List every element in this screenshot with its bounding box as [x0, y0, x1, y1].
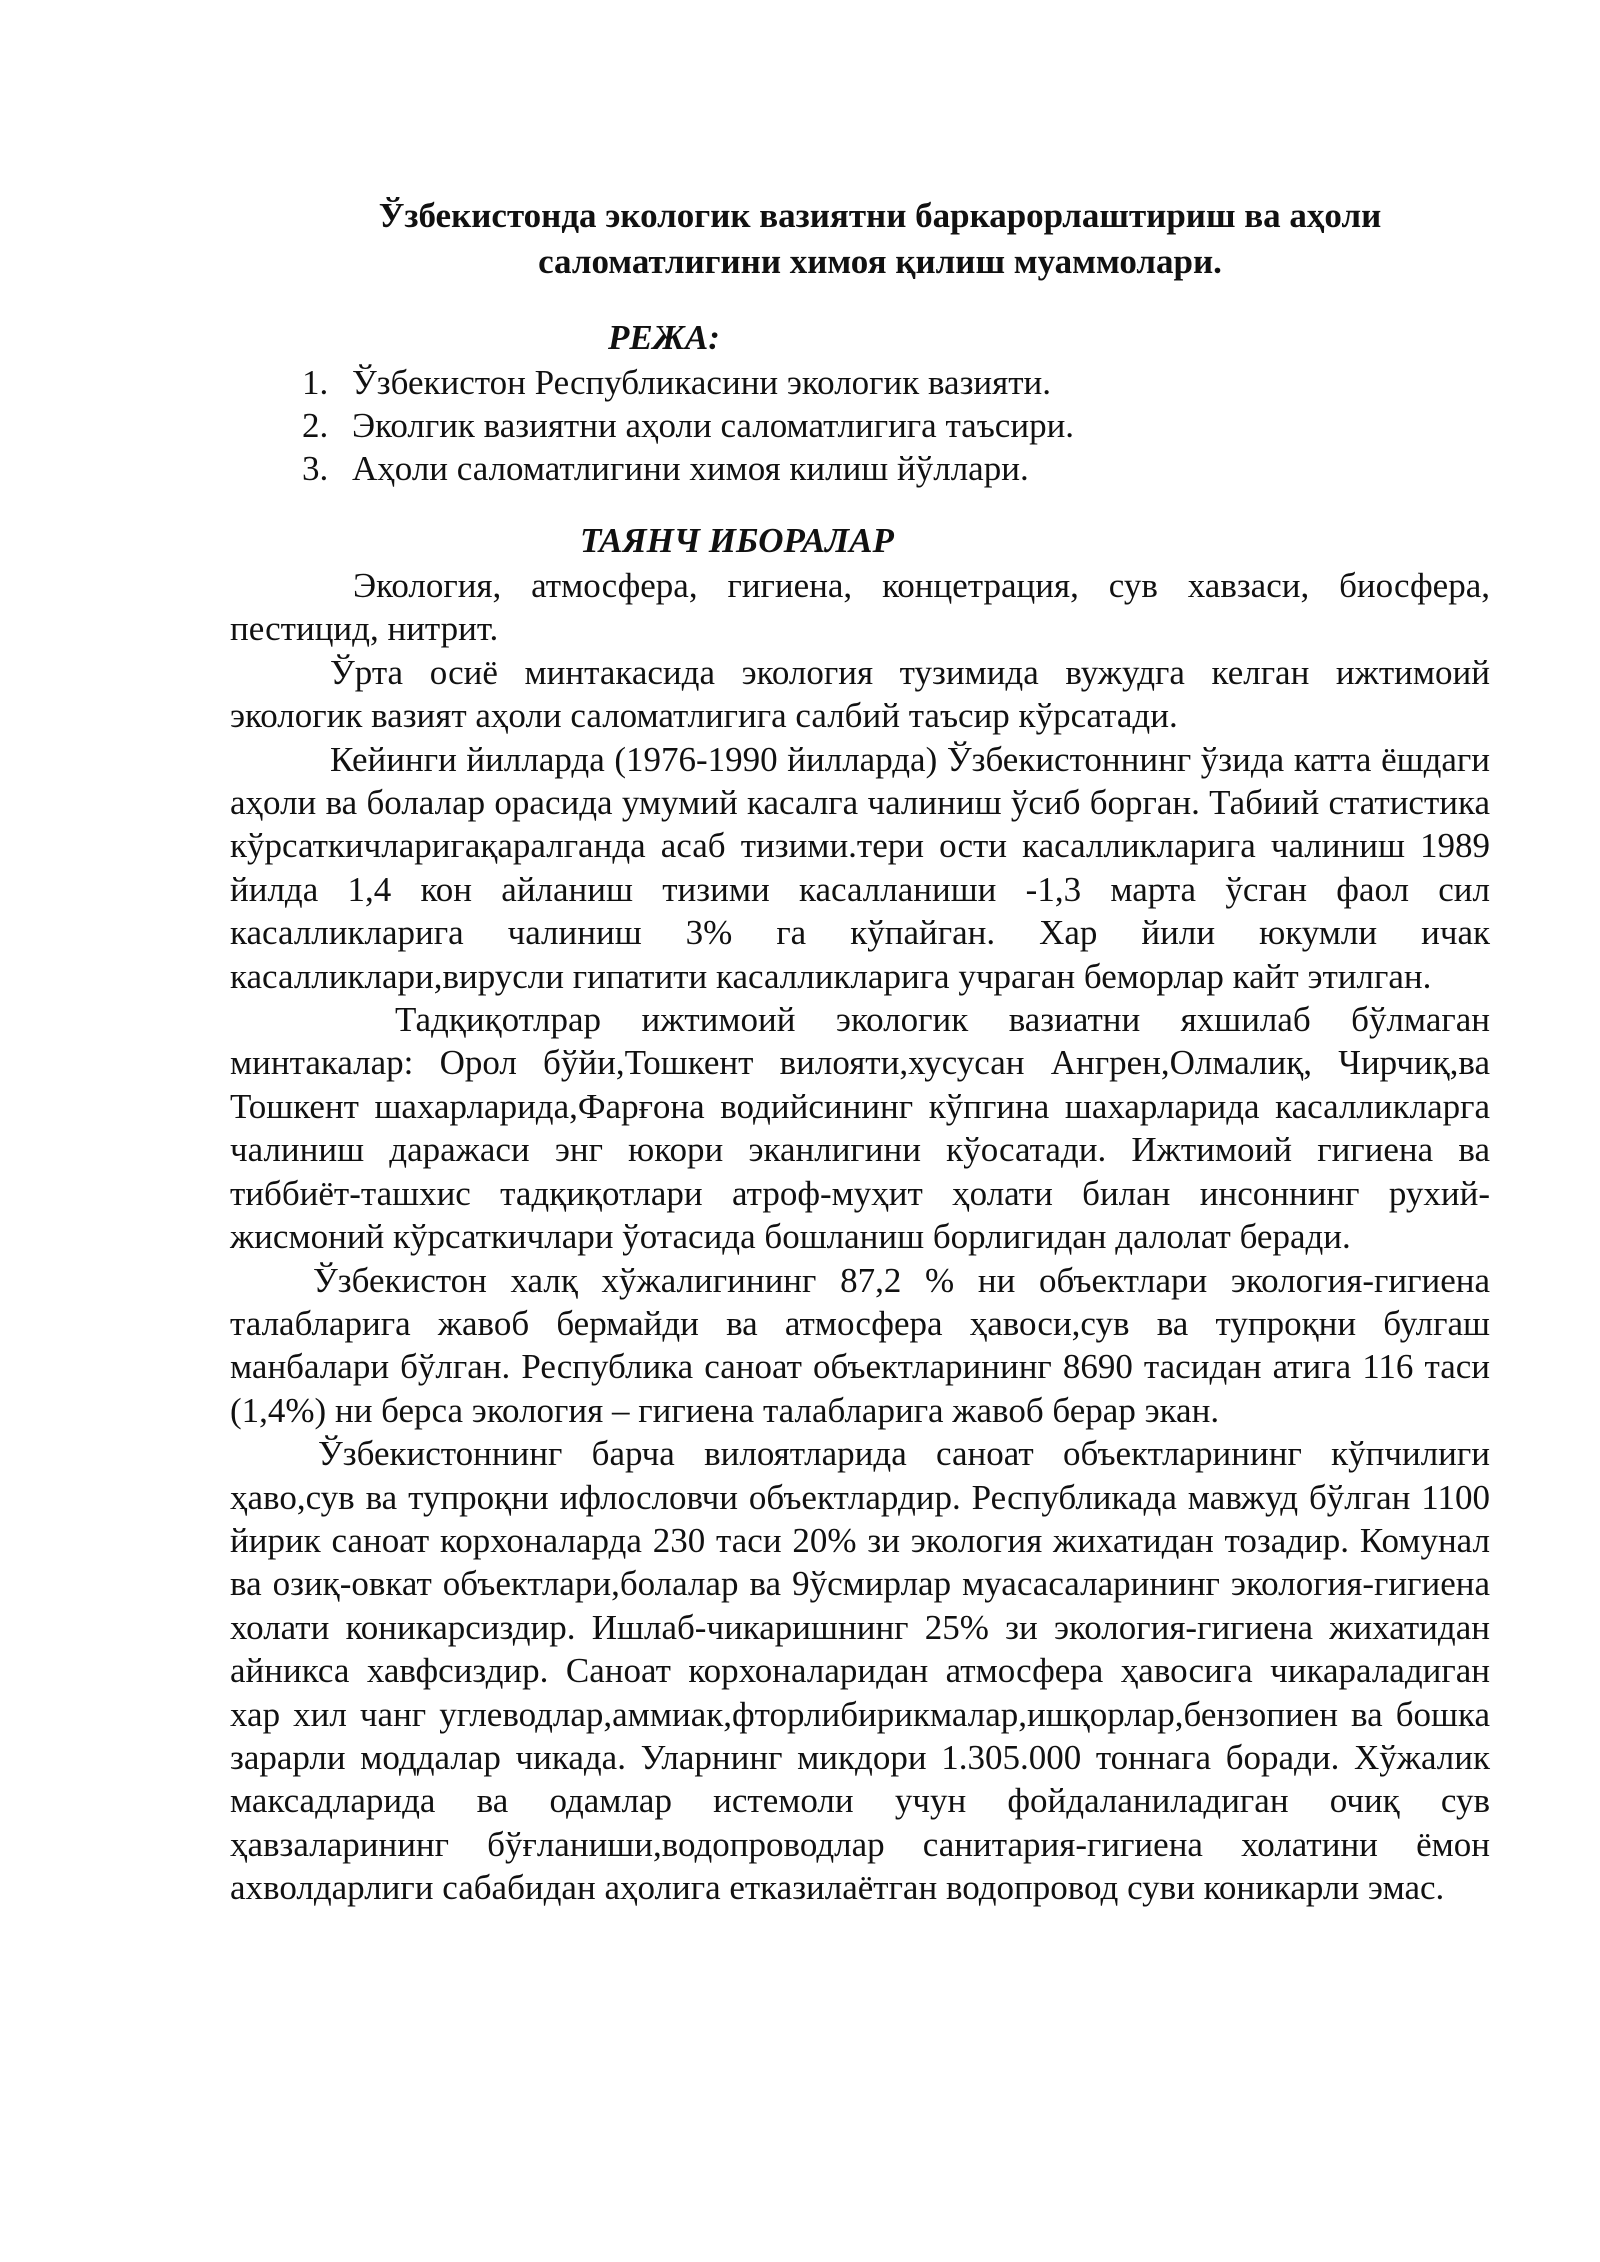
plan-item-text: Аҳоли саломатлигини химоя килиш йўллари.	[352, 449, 1029, 488]
body-paragraph: Ўзбекистоннинг барча вилоятларида саноат объектларининг кўпчилиги ҳаво,сув ва тупроқни ифлословчи объектлардир. Республикада мавжуд бўлган 1100 йирик саноат корхоналарда 230 таси 20% зи экология жихатидан тозадир. Комунал ва озиқ-овкат объектлари,болалар ва 9ўсмирлар муасасаларининг экология-гигиена холати коникарсиздир. Ишлаб-чикаришнинг 25% зи экология-гигиена жихатидан айникса хавфсиздир. Саноат корхоналаридан атмосфера ҳавосига чикараладиган хар хил чанг углеводлар,аммиак,фторлибирикмалар,ишқорлар,бензопиен ва бошка зарарли моддалар чикада. Уларнинг микдори 1.305.000 тоннага боради. Хўжалик максадларида ва одамлар истемоли учун фойдаланиладиган очиқ сув ҳавзаларининг бўғланиши,водопроводлар санитария-гигиена холатини ёмон ахволдарлиги сабабидан аҳолига етказилаётган водопровод суви коникарли эмас.	[230, 1434, 1490, 1908]
plan-item-text: Эколгик вазиятни аҳоли саломатлигига таъсири.	[352, 406, 1075, 445]
plan-item	[230, 404, 1490, 447]
keywords-heading: ТАЯНЧ ИБОРАЛАР	[580, 521, 894, 560]
plan-item-number: 3.	[302, 449, 329, 488]
keywords-paragraph: Экология, атмосфера, гигиена, концетрация, сув хавзаси, биосфера, пестицид, нитрит.	[230, 566, 1490, 649]
plan-item-text: Ўзбекистон Республикасини экологик вазияти.	[352, 363, 1052, 402]
document-title: Ўзбекистонда экологик вазиятни баркарорлаштириш ва аҳоли саломатлигини химоя қилиш муаммолари.	[378, 196, 1382, 281]
plan-item	[230, 361, 1490, 404]
body-paragraph: Тадқиқотлрар ижтимоий экологик вазиатни яхшилаб бўлмаган минтакалар: Орол бўйи,Тошкент вилояти,хусусан Ангрен,Олмалиқ, Чирчиқ,ва Тошкент шахарларида,Фарғона водийсининг кўпгина шахарларида касалликларга чалиниш даражаси энг юкори эканлигини кўосатади. Ижтимоий гигиена ва тиббиёт-ташхис тадқиқотлари атроф-муҳит ҳолати билан инсоннинг рухий-жисмоний кўрсаткичлари ўотасида бошланиш борлигидан далолат беради.	[230, 1000, 1490, 1257]
document-page	[230, 193, 1490, 1910]
body-paragraph: Ўзбекистон халқ хўжалигининг 87,2 % ни объектлари экология-гигиена талабларига жавоб бермайди ва атмосфера ҳавоси,сув ва тупроқни булгаш манбалари бўлган. Республика саноат объектларининг 8690 тасидан атига 116 таси (1,4%) ни берса экология – гигиена талабларига жавоб берар экан.	[230, 1260, 1490, 1430]
plan-item-number: 1.	[302, 363, 329, 402]
plan-item	[230, 447, 1490, 490]
plan-list	[230, 361, 1490, 490]
plan-heading: РЕЖА:	[608, 318, 720, 357]
plan-item-number: 2.	[302, 406, 329, 445]
body-paragraph: Кейинги йилларда (1976-1990 йилларда) Ўзбекистоннинг ўзида катта ёшдаги аҳоли ва болалар орасида умумий касалга чалиниш ўсиб борган. Табиий статистика кўрсаткичларигақаралганда асаб тизими.тери ости касалликларига чалиниш 1989 йилда 1,4 кон айланиш тизими касалланиши -1,3 марта ўсган фаол сил касалликларига чалиниш 3% га кўпайган. Хар йили юкумли ичак касалликлари,вирусли гипатити касалликларига учраган беморлар кайт этилган.	[230, 739, 1490, 996]
body-paragraph: Ўрта осиё минтакасида экология тузимида вужудга келган ижтимоий экологик вазият аҳоли саломатлигига салбий таъсир кўрсатади.	[230, 652, 1490, 736]
